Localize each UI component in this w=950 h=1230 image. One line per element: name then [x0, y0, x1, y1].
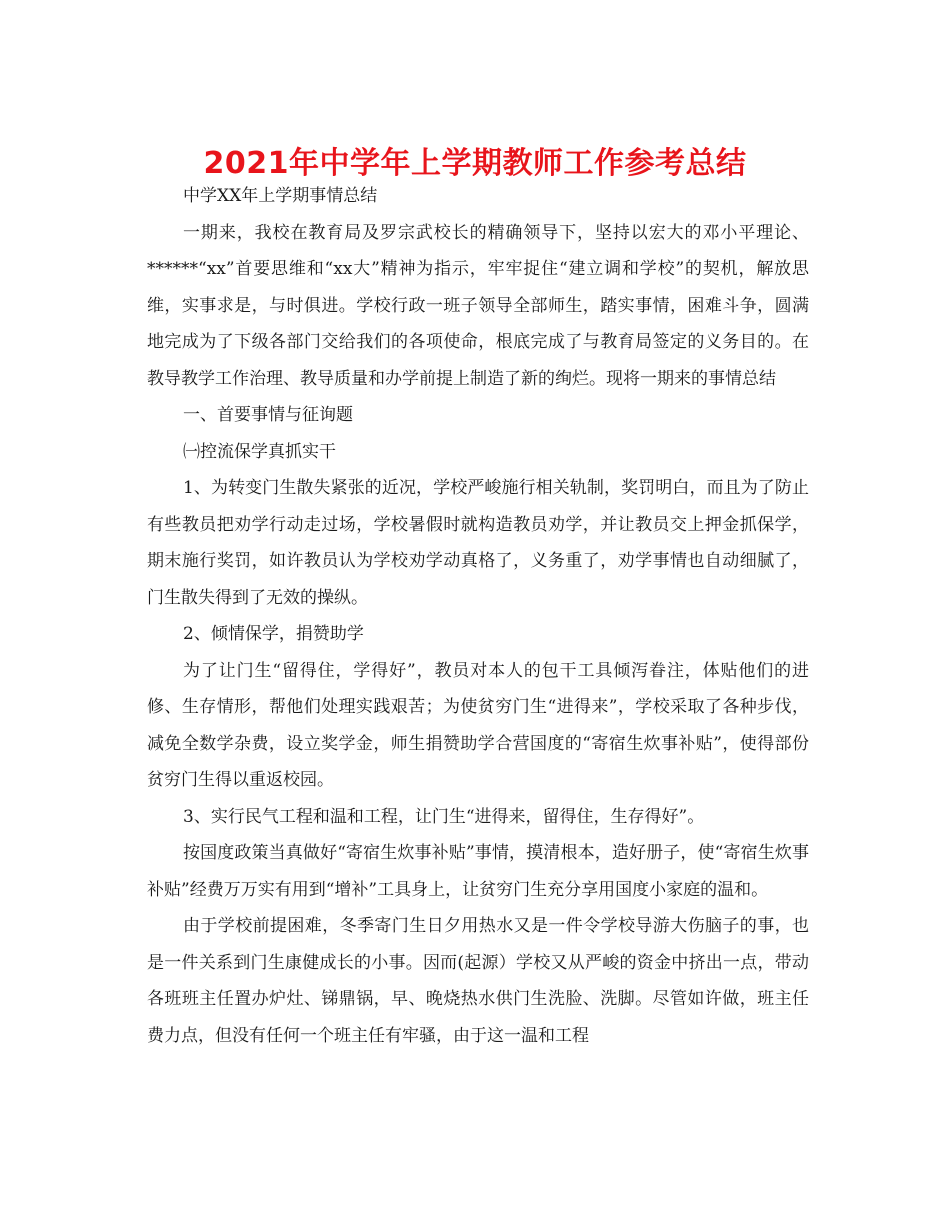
body-paragraph: 由于学校前提困难，冬季寄门生日夕用热水又是一件令学校导游大伤脑子的事，也是一件关系到门生康健成长的小事。因而(起源）学校又从严峻的资金中挤出一点，带动各班班主任置办炉灶、锑鼎锅，早、晚烧热水供门生洗脸、洗脚。尽管如许做，班主任费力点，但没有任何一个班主任有牢骚，由于这一温和工程 — [147, 916, 809, 1046]
section-heading-main-work: 一、首要事情与征询题 — [183, 405, 353, 425]
body-paragraph: 为了让门生“留得住，学得好”，教员对本人的包干工具倾泻眷注，体贴他们的进修、生存情形，帮他们处理实践艰苦；为使贫穷门生“进得来”，学校采取了各种步伐，减免全数学杂费，设立奖学金，师生捐赞助学合营国度的“寄宿生炊事补贴”，使得部份贫穷门生得以重返校园。 — [147, 660, 809, 790]
item-heading: 2、倾情保学，捐赞助学 — [183, 624, 364, 644]
section-heading: 中学XX年上学期事情总结 — [183, 186, 378, 206]
document-body — [147, 178, 809, 1054]
item-heading: 3、实行民气工程和温和工程，让门生“进得来，留得住，生存得好”。 — [183, 806, 705, 827]
body-paragraph: 按国度政策当真做好“寄宿生炊事补贴”事情，摸清根本，造好册子，使“寄宿生炊事补贴”经费万万实有用到“增补”工具身上，让贫穷门生充分享用国度小家庭的温和。 — [147, 843, 809, 900]
document-title: 2021年中学年上学期教师工作参考总结 — [203, 146, 747, 181]
body-paragraph: 1、为转变门生散失紧张的近况，学校严峻施行相关轨制，奖罚明白，而且为了防止有些教员把劝学行动走过场，学校暑假时就构造教员劝学，并让教员交上押金抓保学，期末施行奖罚，如许教员认为学校劝学动真格了，义务重了，劝学事情也自动细腻了，门生散失得到了无效的操纵。 — [147, 478, 809, 608]
subsection-heading: ㈠控流保学真抓实干 — [183, 441, 336, 462]
intro-paragraph: 一期来，我校在教育局及罗宗武校长的精确领导下，坚持以宏大的邓小平理论、******“xx”首要思维和“xx大”精神为指示，牢牢捉住“建立调和学校”的契机，解放思维，实事求是，与时俱进。学校行政一班子领导全部师生，踏实事情，困难斗争，圆满地完成为了下级各部门交给我们的各项使命，根底完成了与教育局签定的义务目的。在教导教学工作治理、教导质量和办学前提上制造了新的绚烂。现将一期来的事情总结 — [147, 222, 809, 389]
